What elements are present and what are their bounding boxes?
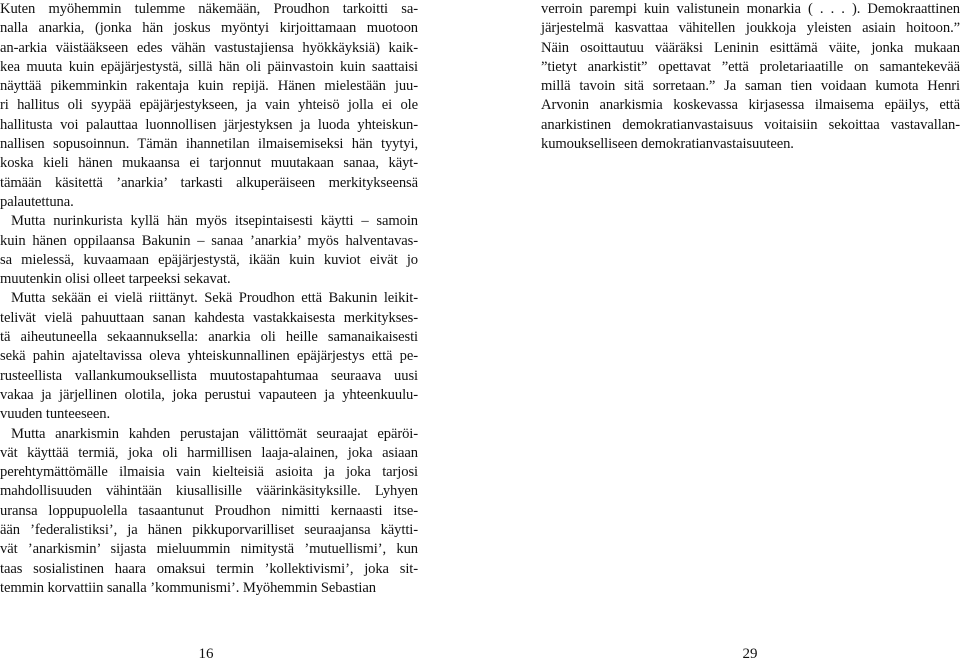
text-line: tämään käsitettä ’anarkia’ tarkasti alkuperäiseen merkitykseensä (0, 174, 418, 191)
text-line: nalla anarkia, (jonka hän joskus myöntyi kirjoittamaan muotoon (0, 20, 418, 37)
paragraph (0, 0, 418, 212)
text-line: muutenkin olisi olleet tarpeeksi sekavat. (0, 271, 231, 288)
text-line: Kuten myöhemmin tulemme näkemään, Proudhon tarkoitti sa- (0, 1, 418, 17)
text-line: kea muuta kuin epäjärjestystä, sillä hän oli päinvastoin kuin saattaisi (0, 58, 418, 75)
text-line: nallisen sopusoinnun. Tämän ihannetilan ilmaisemiseksi hän tyytyi, (0, 136, 418, 153)
text-line: millä tavoin sitä sorretaan.” Ja saman tien voidaan kumota Henri (541, 78, 960, 95)
text-line: kuin hänen oppilaansa Bakunin – sanaa ’anarkia’ myös halventavas- (0, 232, 418, 249)
text-line: verroin parempi kuin valistunein monarkia ( . . . ). Demokraattinen (541, 1, 960, 17)
text-line: tä aiheutuneella sekaannuksella: anarkia oli heille samanaikaisesti (0, 329, 418, 346)
text-line: ri hallitus oli syypää epäjärjestykseen, ja vain yhteisö jolla ei ole (0, 97, 418, 114)
text-line: Mutta sekään ei vielä riittänyt. Sekä Proudhon että Bakunin leikit- (11, 290, 418, 307)
left-text-column (0, 0, 418, 598)
right-text-column (541, 0, 960, 154)
text-line: sekä pahin ajateltavissa oleva yhteiskunnallinen epäjärjestys että pe- (0, 348, 418, 365)
text-line: anarkistinen demokratianvastaisuus voitaisiin sekoittaa vastavallan- (541, 116, 960, 133)
text-line: palautettuna. (0, 193, 74, 210)
text-line: uransa loppupuolella tasaantunut Proudhon nimitti kernaasti itse- (0, 502, 418, 519)
text-line: hallitusta voi palauttaa luonnollisen järjestyksen ja luoda yhteiskun- (0, 116, 418, 133)
text-line: vakaa ja järjellinen olotila, joka perustui vapauteen ja yhteenkuulu- (0, 386, 418, 403)
text-line: an-arkia väistääkseen edes vähän vastustajiensa hyökkäyksiä) kaik- (0, 39, 418, 56)
text-line: temmin korvattiin sanalla ’kommunismi’. Myöhemmin Sebastian (0, 579, 376, 596)
text-line: mahdollisuuden vähintään kiusallisille väärinkäsityksille. Lyhyen (0, 483, 418, 500)
paragraph (541, 0, 960, 154)
text-line: sa mielessä, kuvaamaan epäjärjestystä, ikään kuin kuviot eivät jo (0, 251, 418, 268)
paragraph (0, 289, 418, 424)
text-line: koska kieli hänen mukaansa ei tarjonnut muutakaan sanaa, käyt- (0, 155, 418, 172)
page-number: 29 (742, 646, 758, 662)
text-line: ään ’federalistiksi’, ja hänen pikkuporvarilliset seuraajansa käytti- (0, 522, 418, 539)
left-page (0, 0, 425, 665)
text-line: vät käyttää termiä, joka oli harmillisen laaja-alainen, joka asiaan (0, 444, 418, 461)
text-line: rusteellista vallankumouksellista muutostapahtumaa seuraava uusi (0, 367, 418, 384)
text-line: kumoukselliseen demokratianvastaisuuteen. (541, 136, 794, 153)
text-line: taas sosialistinen haara omaksui termin ’kollektivismi’, joka sit- (0, 560, 418, 577)
text-line: Arvonin anarkismia koskevassa kirjasessa ilmaisema epäilys, että (541, 97, 960, 114)
text-line: ”tietyt anarkistit” opettavat ”että proletariaatille on samantekevää (541, 58, 960, 75)
text-line: vät ’anarkismin’ sijasta mieluummin nimitystä ’mutuellismi’, kun (0, 541, 418, 558)
text-line: vuuden tunteeseen. (0, 406, 111, 423)
text-line: näyttää pikemminkin rakentaja kuin repijä. Hänen mielestään juu- (0, 78, 418, 95)
paragraph (0, 212, 418, 289)
paragraph (0, 425, 418, 599)
text-line: perehtymättömälle ilmaisia vain kielteisiä asioita ja joka tarjosi (0, 464, 418, 481)
text-line: järjestelmä kasvattaa vähitellen joukkoja yleisten asiain hoitoon.” (541, 20, 960, 37)
right-page (541, 0, 960, 665)
page-number: 16 (198, 646, 214, 662)
text-line: Mutta nurinkurista kyllä hän myös itsepintaisesti käytti – samoin (11, 213, 418, 230)
text-line: Mutta anarkismin kahden perustajan välittömät seuraajat epäröi- (11, 425, 418, 442)
text-line: telivät vielä pahuuttaan sanan kahdesta vastakkaisesta merkitykses- (0, 309, 418, 326)
text-line: Näin osoittautuu vääräksi Leninin esittämä väite, jonka mukaan (541, 39, 960, 56)
